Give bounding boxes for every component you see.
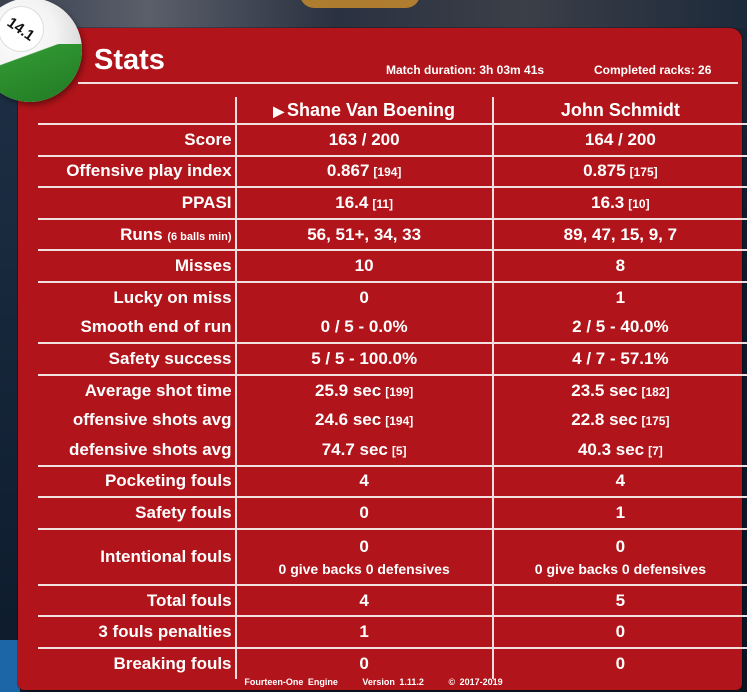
- background-top: [0, 0, 747, 28]
- p2-total-fouls: 5: [493, 585, 747, 617]
- row-label: Offensive play index: [38, 156, 236, 188]
- table-row: [38, 343, 747, 375]
- p1-lucky: 0: [236, 282, 493, 313]
- p1-avg-shot: 25.9 sec [199]: [236, 375, 493, 406]
- row-label: Lucky on miss: [38, 282, 236, 313]
- table-row: [38, 250, 747, 282]
- table-row: [38, 313, 747, 344]
- divider: [78, 82, 738, 84]
- table-row: [38, 124, 747, 156]
- table-row: [38, 529, 747, 585]
- p2-runs: 89, 47, 15, 9, 7: [493, 219, 747, 251]
- footer: [0, 677, 747, 687]
- p1-def-avg: 74.7 sec [5]: [236, 435, 493, 466]
- p2-score: 164 / 200: [493, 124, 747, 156]
- p2-opi: 0.875 [175]: [493, 156, 747, 188]
- row-label: 3 fouls penalties: [38, 616, 236, 648]
- row-label: offensive shots avg: [38, 405, 236, 435]
- p1-pocket-fouls: 4: [236, 466, 493, 498]
- row-label: Runs (6 balls min): [38, 219, 236, 251]
- table-row: [38, 648, 747, 679]
- header-blank: [38, 97, 236, 124]
- p2-lucky: 1: [615, 287, 626, 307]
- p1-total-fouls: 4: [236, 585, 493, 617]
- table-row: [38, 585, 747, 617]
- stats-table: [38, 97, 747, 679]
- p2-three-fouls: 0: [493, 616, 747, 648]
- p2-off-avg: 22.8 sec [175]: [571, 410, 670, 430]
- engine-name: Fourteen-One Engine: [244, 677, 338, 687]
- row-label: Score: [38, 124, 236, 156]
- row-label: Total fouls: [38, 585, 236, 617]
- table-row: [38, 405, 747, 435]
- player2-header: [493, 97, 747, 124]
- row-label: Average shot time: [38, 375, 236, 406]
- copyright: © 2017-2019: [448, 677, 503, 687]
- p2-breaking-fouls: 0: [615, 653, 626, 673]
- p2-ppasi: 16.3 [10]: [493, 187, 747, 219]
- player1-name: Shane Van Boening: [287, 99, 456, 120]
- row-label: defensive shots avg: [38, 435, 236, 466]
- table-row: [38, 375, 747, 406]
- p1-opi: 0.867 [194]: [236, 156, 493, 188]
- p2-avg-shot: 23.5 sec [182]: [571, 380, 670, 400]
- p2-intentional-detail: 0 give backs 0 defensives: [534, 560, 706, 577]
- table-row: [38, 616, 747, 648]
- p1-safety-success: 5 / 5 - 100.0%: [236, 343, 493, 375]
- p2-misses: 8: [493, 250, 747, 282]
- completed-racks: Completed racks: 26: [594, 63, 712, 77]
- row-label: Smooth end of run: [38, 313, 236, 344]
- background-light: [300, 0, 420, 8]
- p1-smooth: 0 / 5 - 0.0%: [236, 313, 493, 344]
- row-label: PPASI: [38, 187, 236, 219]
- table-row: [38, 435, 747, 466]
- active-player-marker-icon: ▶: [273, 102, 285, 119]
- row-label: Intentional fouls: [38, 529, 236, 585]
- p1-three-fouls: 1: [236, 616, 493, 648]
- table-row: [38, 156, 747, 188]
- player1-header: [236, 97, 493, 124]
- p2-intentional: 0 0 give backs 0 defensives: [493, 529, 747, 585]
- match-duration: Match duration: 3h 03m 41s: [386, 63, 545, 77]
- panel-title: Stats: [94, 44, 165, 76]
- p1-runs: 56, 51+, 34, 33: [236, 219, 493, 251]
- row-label: Safety success: [38, 343, 236, 375]
- p1-safety-fouls: 0: [236, 497, 493, 529]
- p2-pocket-fouls: 4: [493, 466, 747, 498]
- row-label: Misses: [38, 250, 236, 282]
- row-label: Pocketing fouls: [38, 466, 236, 498]
- p1-breaking-fouls: 0: [236, 648, 493, 679]
- row-label: Breaking fouls: [38, 648, 236, 679]
- p1-ppasi: 16.4 [11]: [236, 187, 493, 219]
- p1-intentional: 0 0 give backs 0 defensives: [236, 529, 493, 585]
- table-row: [38, 466, 747, 498]
- player2-name: John Schmidt: [560, 99, 680, 120]
- p1-intentional-detail: 0 give backs 0 defensives: [278, 560, 450, 577]
- table-row: [38, 282, 747, 313]
- p2-safety-success: 4 / 7 - 57.1%: [493, 343, 747, 375]
- table-row: [38, 497, 747, 529]
- p2-def-avg: 40.3 sec [7]: [493, 435, 747, 466]
- p1-off-avg: 24.6 sec [194]: [236, 405, 493, 435]
- p2-safety-fouls: 1: [493, 497, 747, 529]
- logo-text: 14.1: [0, 0, 53, 61]
- p1-score: 163 / 200: [236, 124, 493, 156]
- table-header: [38, 97, 747, 124]
- p1-misses: 10: [236, 250, 493, 282]
- row-label: Safety fouls: [38, 497, 236, 529]
- table-row: [38, 187, 747, 219]
- table-row: [38, 219, 747, 251]
- p2-smooth: 2 / 5 - 40.0%: [493, 313, 747, 344]
- engine-version: Version 1.11.2: [362, 677, 424, 687]
